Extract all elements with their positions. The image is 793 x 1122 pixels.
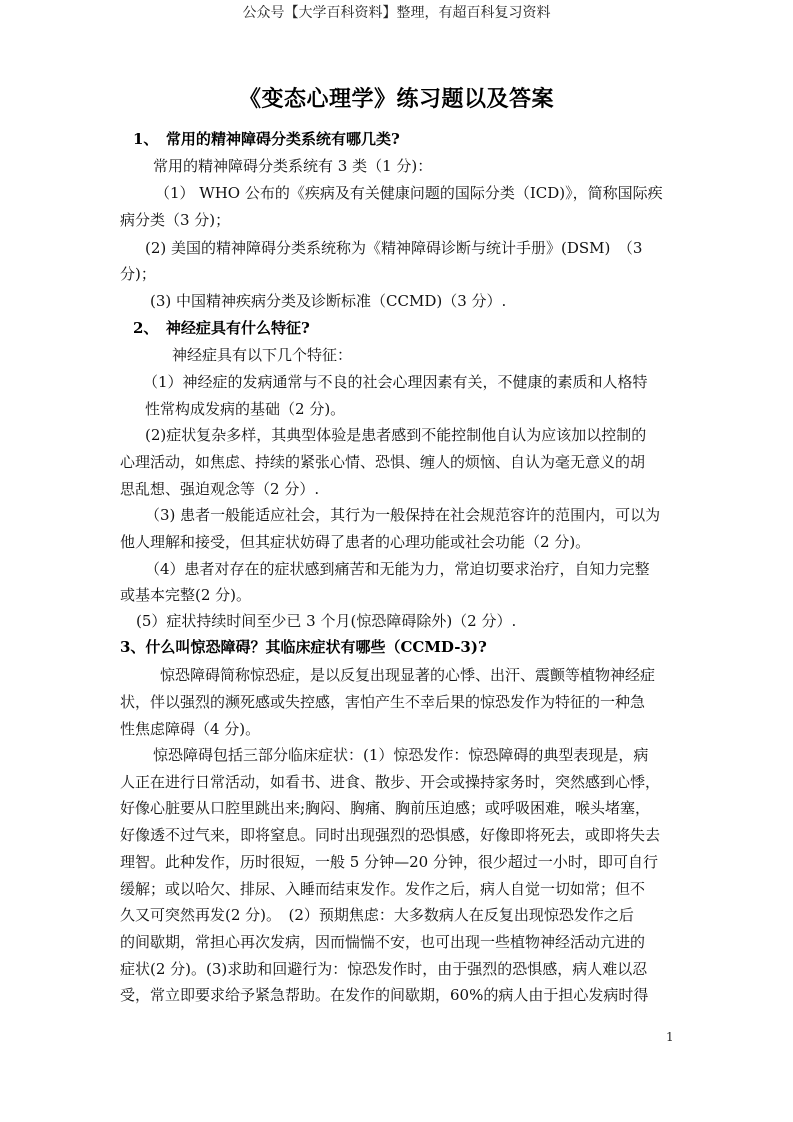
q3-para2-line9: 症状(2 分)。(3)求助和回避行为：惊恐发作时，由于强烈的恐惧感，病人难以忍: [120, 960, 648, 978]
q2-item2-line1: (2)症状复杂多样，其典型体验是患者感到不能控制他自认为应该加以控制的: [145, 426, 647, 444]
q3-para2-line7: 久又可突然再发(2 分)。 (2）预期焦虑：大多数病人在反复出现惊恐发作之后: [120, 906, 634, 924]
page-number: 1: [666, 1030, 674, 1044]
question-2-heading: 2、 神经症具有什么特征?: [133, 319, 310, 337]
q2-item4-line2: 或基本完整(2 分)。: [120, 586, 252, 604]
q2-intro: 神经症具有以下几个特征：: [172, 346, 353, 364]
question-3-heading: 3、什么叫惊恐障碍？其临床症状有哪些（CCMD-3)?: [120, 638, 487, 656]
q3-para2-line6: 缓解；或以哈欠、排尿、入睡而结束发作。发作之后，病人自觉一切如常；但不: [120, 880, 646, 898]
q2-item4-line1: （4）患者对存在的症状感到痛苦和无能为力，常迫切要求治疗，自知力完整: [145, 560, 650, 578]
q3-para1-line1: 惊恐障碍简称惊恐症，是以反复出现显著的心悸、出汗、震颤等植物神经症: [160, 666, 656, 684]
q2-item1-line2: 性常构成发病的基础（2 分)。: [145, 400, 346, 418]
q1-item2-line2: 分)；: [120, 265, 156, 283]
q1-item2-line1: (2) 美国的精神障碍分类系统称为《精神障碍诊断与统计手册》(DSM) （3: [145, 239, 643, 257]
q3-para2-line1: 惊恐障碍包括三部分临床症状：(1）惊恐发作：惊恐障碍的典型表现是，病: [153, 746, 649, 764]
q2-item2-line3: 思乱想、强迫观念等（2 分）.: [120, 480, 320, 498]
q1-intro: 常用的精神障碍分类系统有 3 类（1 分)：: [153, 157, 433, 175]
q3-para2-line2: 人正在进行日常活动，如看书、进食、散步、开会或操持家务时，突然感到心悸，: [120, 773, 661, 791]
q3-para1-line2: 状，伴以强烈的濒死感或失控感，害怕产生不幸后果的惊恐发作为特征的一种急: [120, 693, 646, 711]
question-1-heading: 1、 常用的精神障碍分类系统有哪几类?: [133, 130, 400, 148]
q3-para2-line8: 的间歇期，常担心再次发病，因而惴惴不安，也可出现一些植物神经活动亢进的: [120, 933, 646, 951]
q2-item2-line2: 心理活动，如焦虑、持续的紧张心情、恐惧、缠人的烦恼、自认为毫无意义的胡: [120, 453, 646, 471]
q3-para2-line3: 好像心脏要从口腔里跳出来;胸闷、胸痛、胸前压迫感；或呼吸困难，喉头堵塞，: [120, 799, 651, 817]
q1-item1-line1: （1） WHO 公布的《疾病及有关健康问题的国际分类（ICD)》，简称国际疾: [155, 184, 663, 202]
q2-item1-line1: （1）神经症的发病通常与不良的社会心理因素有关，不健康的素质和人格特: [143, 373, 648, 391]
q3-para2-line4: 好像透不过气来，即将窒息。同时出现强烈的恐惧感，好像即将死去，或即将失去: [120, 826, 661, 844]
q3-para2-line5: 理智。此种发作，历时很短，一般 5 分钟—20 分钟，很少超过一小时，即可自行: [120, 853, 658, 871]
page-header: 公众号【大学百科资料】整理，有超百科复习资料: [242, 5, 551, 21]
q1-item3: (3) 中国精神疾病分类及诊断标准（CCMD)（3 分）.: [150, 292, 507, 310]
q2-item5: (5）症状持续时间至少已 3 个月(惊恐障碍除外)（2 分）.: [136, 612, 517, 630]
q3-para2-line10: 受，常立即要求给予紧急帮助。在发作的间歇期，60%的病人由于担心发病时得: [120, 986, 649, 1004]
document-title: 《变态心理学》练习题以及答案: [238, 86, 554, 112]
q1-item1-line2: 病分类（3 分)；: [120, 211, 231, 229]
q2-item3-line1: （3) 患者一般能适应社会，其行为一般保持在社会规范容许的范围内，可以为: [145, 506, 661, 524]
q2-item3-line2: 他人理解和接受，但其症状妨碍了患者的心理功能或社会功能（2 分)。: [120, 533, 591, 551]
q3-para1-line3: 性焦虑障碍（4 分)。: [120, 720, 261, 738]
